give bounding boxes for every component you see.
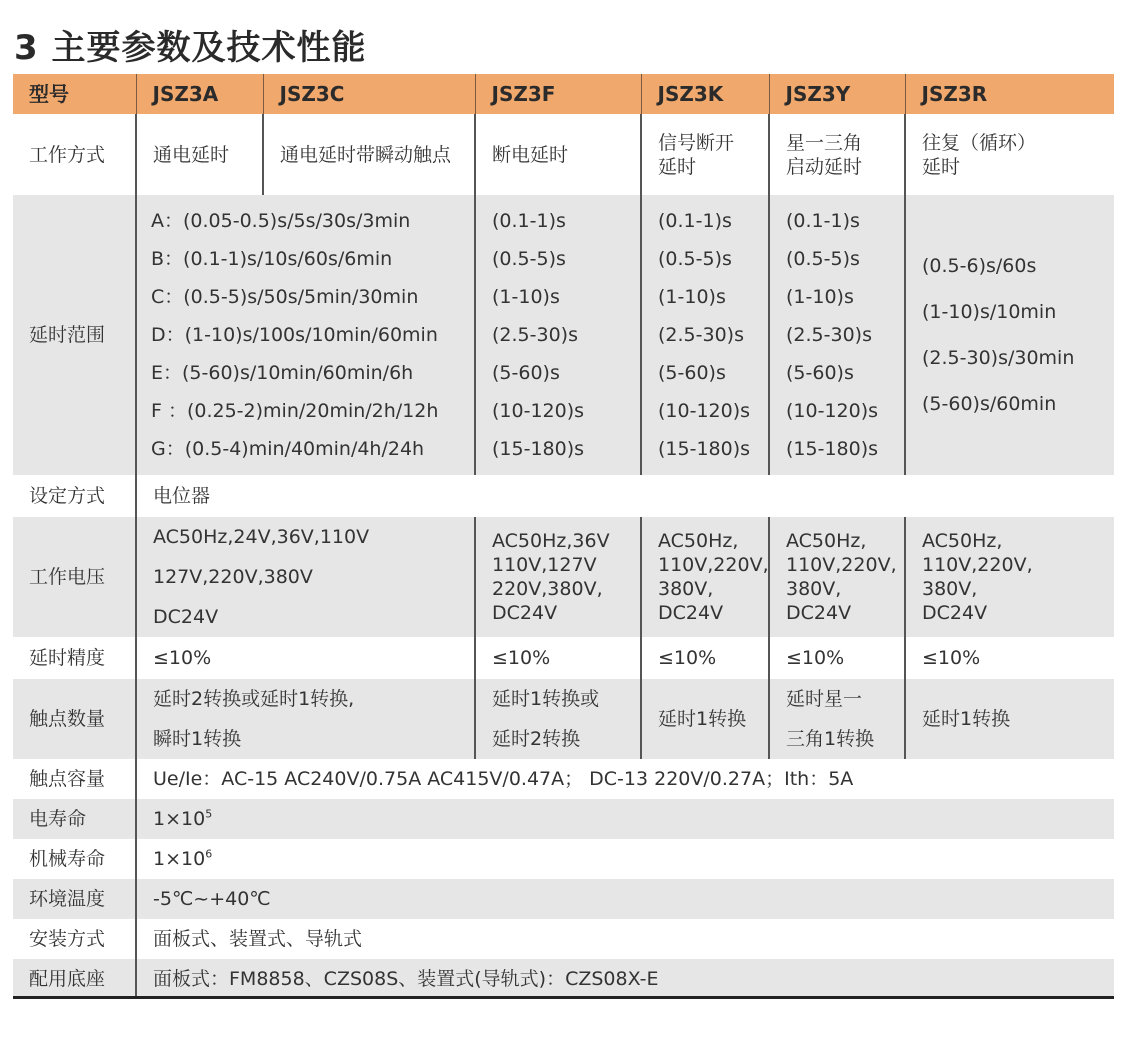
cell: 通电延时 (136, 114, 263, 195)
cell: 通电延时带瞬动触点 (263, 114, 475, 195)
row-mounting (13, 919, 1114, 959)
row-temperature (13, 879, 1114, 919)
row-label: 配用底座 (29, 968, 106, 990)
header-cell: JSZ3K (641, 74, 769, 114)
cell: AC50Hz,36V 110V,127V 220V,380V, DC24V (475, 517, 641, 637)
cell: (0.1-1)s (0.5-5)s (1-10)s (2.5-30)s (5-60)s (10-120)s (15-180)s (769, 195, 905, 475)
row-setting (13, 475, 1114, 517)
cell: ≤10% (641, 637, 769, 679)
cell: 延时1转换 (905, 679, 1114, 759)
cell: A：(0.05-0.5)s/5s/30s/3min B：(0.1-1)s/10s/60s/6min C：(0.5-5)s/50s/5min/30min D：(1-10)s/100s/10min/60min E：(5-60)s/10min/60min/6h F ：(0.25-2)min/20min/2h/12h G：(0.5-4)min/40min/4h/24h (136, 195, 475, 475)
cell: $1\times 10^6$ (136, 839, 1114, 879)
cell: 延时星一 三角1转换 (769, 679, 905, 759)
header-cell: JSZ3C (263, 74, 475, 114)
cell: Ue/Ie：AC-15 AC240V/0.75A AC415V/0.47A； DC-13 220V/0.27A；Ith：5A (136, 759, 1114, 799)
cell: AC50Hz,24V,36V,110V 127V,220V,380V DC24V (136, 517, 475, 637)
cell: 面板式：FM8858、CZS08S、装置式(导轨式)：CZS08X-E (136, 959, 1114, 999)
cell: 延时1转换或 延时2转换 (475, 679, 641, 759)
row-delay-range (13, 195, 1114, 475)
header-cell: 型号 (29, 82, 69, 106)
cell: (0.1-1)s (0.5-5)s (1-10)s (2.5-30)s (5-60)s (10-120)s (15-180)s (641, 195, 769, 475)
cell: -5℃~+40℃ (136, 879, 1114, 919)
cell: 延时1转换 (641, 679, 769, 759)
cell: $1\times 10^5$ (136, 799, 1114, 839)
row-label: 安装方式 (29, 928, 106, 950)
spec-table (13, 74, 1114, 999)
header-row (13, 74, 1114, 114)
cell: 信号断开 延时 (641, 114, 769, 195)
header-cell: JSZ3F (475, 74, 641, 114)
row-label: 工作电压 (29, 566, 106, 588)
row-accuracy (13, 637, 1114, 679)
row-label: 设定方式 (29, 485, 106, 507)
row-capacity (13, 759, 1114, 799)
row-label: 触点容量 (29, 768, 106, 790)
cell: 面板式、装置式、导轨式 (136, 919, 1114, 959)
row-socket (13, 959, 1114, 999)
header-cell: JSZ3A (136, 74, 263, 114)
row-label: 环境温度 (29, 888, 106, 910)
row-label: 延时范围 (29, 324, 106, 346)
row-work-mode (13, 114, 1114, 195)
cell: 星一三角 启动延时 (769, 114, 905, 195)
cell: ≤10% (475, 637, 641, 679)
cell: ≤10% (905, 637, 1114, 679)
cell: (0.5-6)s/60s (1-10)s/10min (2.5-30)s/30min (5-60)s/60min (905, 195, 1114, 475)
row-contacts (13, 679, 1114, 759)
row-mech-life (13, 839, 1114, 879)
cell: 断电延时 (475, 114, 641, 195)
row-label: 工作方式 (29, 143, 106, 166)
cell: 延时2转换或延时1转换, 瞬时1转换 (136, 679, 475, 759)
cell: 往复（循环） 延时 (905, 114, 1114, 195)
row-label: 机械寿命 (29, 848, 106, 870)
header-cell: JSZ3Y (769, 74, 905, 114)
cell: (0.1-1)s (0.5-5)s (1-10)s (2.5-30)s (5-60)s (10-120)s (15-180)s (475, 195, 641, 475)
cell: AC50Hz, 110V,220V, 380V, DC24V (641, 517, 769, 637)
row-voltage (13, 517, 1114, 637)
cell: ≤10% (769, 637, 905, 679)
bottom-divider (13, 996, 1114, 999)
row-label: 延时精度 (29, 647, 106, 669)
cell: AC50Hz, 110V,220V, 380V, DC24V (769, 517, 905, 637)
section-title: 3 主要参数及技术性能 (14, 28, 367, 68)
row-elec-life (13, 799, 1114, 839)
cell: 电位器 (136, 475, 1114, 517)
cell: AC50Hz, 110V,220V, 380V, DC24V (905, 517, 1114, 637)
row-label: 触点数量 (29, 708, 106, 730)
header-cell: JSZ3R (905, 74, 1114, 114)
row-label: 电寿命 (29, 808, 87, 830)
cell: ≤10% (136, 637, 475, 679)
